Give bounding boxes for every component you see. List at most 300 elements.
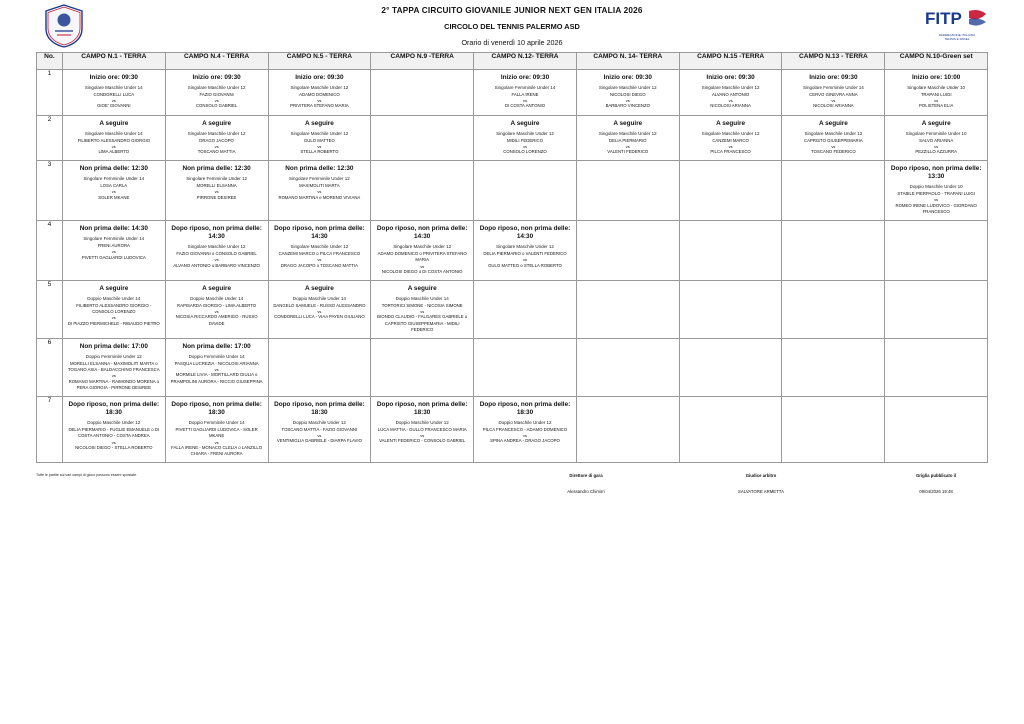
fitp-logo-subtitle: FEDERAZIONE ITALIANA TENNIS E PADEL [938,32,976,41]
match-time: A seguire [407,284,437,292]
match-player-2: GULO MATTEO o STELLA ROBERTO [488,262,562,268]
match-player-2: CONDORELLI LUCA - VIAA PAYEN GIULIANO [274,314,365,320]
vs-label: vs [111,189,116,195]
vs-label: vs [317,309,322,315]
vs-label: vs [111,373,116,379]
match-time: Dopo riposo, non prima delle: 14:30 [171,225,262,241]
match-cell-inner [680,116,782,161]
match-time: Inizio ore: 09:30 [603,74,652,81]
match-time: Dopo riposo, non prima delle: 14:30 [274,225,365,241]
match-player-1: DRAGO JACOPO [199,137,234,143]
match-cell-empty [885,397,987,424]
match-cell-inner [63,70,165,115]
match-cell [165,339,268,397]
match-player-2: VALENTI FEDERICO [607,149,649,155]
match-cell [885,280,988,338]
match-cell-empty [782,397,884,424]
vs-label: vs [420,433,425,439]
match-player-1: DELIA PIERMARIO - FUGLIE EMANUELE o DI COSTA ANTONIO - COSTA ANDREA [68,427,160,439]
match-category: Singolare Maschile Under 12 [598,85,657,90]
match-player-2: PILCA FRANCESCO [710,149,751,155]
table-row [36,161,987,221]
match-player-1: RAPISARDA GIORGIO - LIMA ALBERTO [177,302,257,308]
match-cell [576,339,679,397]
match-cell-inner [166,339,268,390]
match-cell [165,397,268,463]
match-time: Dopo riposo, non prima delle: 14:30 [376,225,468,241]
match-player-1: ALVANO ANTONIO [711,92,750,97]
match-cell [885,70,988,116]
match-category: Singolare Femminile Under 10 [905,130,967,136]
published-title: Griglia pubblicato il [915,473,957,479]
match-cell [679,397,782,463]
match-time: Dopo riposo, non prima delle: 18:30 [68,401,160,417]
match-category: Singolare Femminile Under 14 [494,85,556,90]
match-category: Singolare Femminile Under 14 [802,85,864,90]
vs-label: vs [317,433,322,439]
match-cell [268,339,371,397]
table-row [36,70,987,116]
match-cell [165,221,268,281]
referee-name: SALVATORE ARMETTA [738,489,784,495]
match-cell-inner [166,70,268,115]
vs-label: vs [111,143,116,149]
match-cell [268,161,371,221]
match-player-1: CAPRISTO GIUSEPPEMARIA [804,137,863,143]
match-cell [165,70,268,116]
match-player-1: STABILE PIERPAOLO - TRAPANI LUIGI [897,191,975,197]
match-time: Non prima delle: 12:30 [182,165,251,173]
match-category: Singolare Maschile Under 12 [393,244,452,250]
vs-label: vs [728,143,733,149]
match-cell-empty [371,161,473,188]
match-player-2: BIONDO CLAUDIO - FALGARES GABRIELE o CAPRISTO GIUSEPPEMARIA - MIDILI FEDERICO [377,314,468,332]
match-cell [576,70,679,116]
match-cell [474,397,577,463]
match-time: A seguire [202,284,232,292]
match-cell [371,339,474,397]
match-category: Singolare Maschile Under 12 [496,244,554,250]
match-player-1: SALVO ARIANNA [919,137,954,143]
match-player-1: ADAMO DOMENICO o PRIVITERA STEFANO MARIA [377,251,467,263]
match-cell-inner [63,221,165,266]
match-player-2: ALVANO ANTONIO o BARBARO VINCENZO [173,262,260,268]
match-cell [371,115,474,161]
match-time: Non prima delle: 17:00 [182,343,251,350]
match-player-2: FALLA IRENE - MONACO CLELIA o LANZILLO CHIARA - FRENI AURORA [171,444,263,456]
row-number: 2 [36,115,62,161]
match-category: Doppio Maschile Under 14 [87,295,141,301]
match-cell [679,115,782,161]
match-category: Doppio Maschile Under 10 [909,184,963,190]
match-player-2: NICOLOSI DIEGO - STELLA ROBERTO [75,444,153,450]
vs-label: vs [214,439,219,445]
match-time: A seguire [99,119,129,127]
match-cell-empty [885,281,987,308]
ct-palermo-crest-icon [42,3,86,49]
match-player-2: PRIVITERA STEFANO MARIA [290,103,349,109]
match-category: Doppio Femminile Under 14 [188,354,245,359]
match-player-1: CONDORELLI LUCA [93,92,135,97]
match-cell [679,339,782,397]
match-category: Doppio Maschile Under 12 [395,420,449,426]
match-cell-empty [577,221,679,248]
match-player-2: NICOSIA RICCARDO AMERIGO - RUSSO DAVIDE [175,314,258,326]
match-category: Doppio Maschile Under 14 [395,295,449,301]
match-category: Singolare Maschile Under 12 [290,130,349,136]
match-cell [474,339,577,397]
match-cell [165,280,268,338]
match-player-1: NICOLOSI DIEGO [610,92,646,97]
table-row [36,280,987,338]
vs-label: vs [111,98,116,104]
vs-label: vs [728,98,733,104]
vs-label: vs [625,98,630,104]
match-player-2: LIMA ALBERTO [98,149,130,155]
match-cell [62,397,165,463]
table-header-row [36,53,987,70]
vs-label: vs [214,143,219,149]
match-cell-empty [782,221,884,248]
match-cell [268,115,371,161]
match-player-1: DELIA PIERMARIO [609,137,647,143]
match-player-2: TOSCANO MATTIA [197,149,236,155]
match-cell [268,221,371,281]
match-cell-inner [371,281,473,338]
match-time: Inizio ore: 09:30 [295,74,344,81]
match-player-2: MORMILE LIVIA - MORTILLARD GIULIA o PRAMPOLINI AURORA - RICCIO GIUSEPPINA [170,372,263,384]
match-player-1: MIDILI FEDERICO [506,137,544,143]
match-cell-empty [680,221,782,248]
match-cell [885,221,988,281]
match-cell-empty [680,339,782,366]
match-player-2: DI COSTA ANTONIO [504,103,546,109]
column-header-campo-13: CAMPO N.13 - TERRA [782,53,885,70]
match-cell [62,221,165,281]
match-time: A seguire [304,284,334,292]
match-category: Singolare Maschile Under 14 [84,85,143,90]
match-category: Singolare Femminile Under 14 [83,176,145,182]
match-cell-inner [474,116,576,161]
match-player-1: FALLA IRENE [511,92,539,97]
match-cell-inner [269,70,371,115]
match-cell-empty [782,281,884,308]
match-time: Non prima delle: 12:30 [79,165,148,173]
match-time: Dopo riposo, non prima delle: 18:30 [274,401,365,417]
match-player-1: FAZIO GIOVANNI o CONSOLO GABRIEL [176,251,257,257]
match-cell-inner [885,70,987,115]
match-category: Singolare Maschile Under 12 [187,130,246,136]
match-time: Dopo riposo, non prima delle: 18:30 [171,401,262,417]
match-time: Inizio ore: 09:30 [809,74,858,81]
match-cell-inner [269,161,371,206]
match-time: A seguire [99,284,129,292]
match-cell-empty [577,281,679,308]
match-category: Singolare Maschile Under 12 [598,130,657,136]
fitp-logo-icon [925,7,989,33]
match-cell [885,397,988,463]
match-player-1: LOSA CARLA [100,183,128,189]
match-category: Singolare Maschile Under 12 [290,85,349,90]
match-cell-inner [166,161,268,206]
match-cell-empty [680,281,782,308]
match-cell-inner [371,221,473,280]
match-cell [62,161,165,221]
match-cell-empty [680,397,782,424]
match-cell [474,70,577,116]
schedule-date: Orario di venerdì 10 aprile 2026 [461,38,563,47]
match-cell-inner [885,116,987,161]
match-player-2: SPINA ANDREA - DRAGO JACOPO [490,438,560,444]
match-cell-inner [474,221,576,274]
match-time: A seguire [304,119,334,127]
referee-title: Giudice arbitro [745,473,777,479]
match-cell [885,115,988,161]
match-cell-inner [166,397,268,462]
match-cell-empty [885,339,987,366]
vs-label: vs [214,257,219,263]
match-time: A seguire [818,119,848,127]
match-time: A seguire [202,119,232,127]
match-player-2: STELLA ROBERTO [300,149,339,155]
match-category: Doppio Maschile Under 12 [87,420,141,426]
match-player-1: LUCA MATTIA - GULLO FRANCESCO MARIA [377,427,467,433]
match-player-1: CERVO GINEVRA ANNA [809,92,858,97]
match-cell [782,397,885,463]
match-time: Inizio ore: 09:30 [500,74,550,81]
match-cell-empty [269,339,371,366]
match-cell-inner [269,281,371,326]
match-cell-inner [474,70,576,115]
match-player-1: TOSCANO MATTIA - FAZIO GIOVANNI [281,427,358,433]
column-header-campo-12: CAMPO N.12- TERRA [474,53,577,70]
column-header-campo-15: CAMPO N.15 -TERRA [679,53,782,70]
vs-label: vs [214,367,219,373]
match-time: Dopo riposo, non prima delle: 13:30 [890,165,982,181]
match-cell-inner [371,397,473,450]
match-category: Doppio Maschile Under 14 [292,295,346,301]
match-cell-empty [474,161,576,188]
page-title: 2° TAPPA CIRCUITO GIOVANILE JUNIOR NEXT GEN ITALIA 2026 [381,6,643,15]
match-category: Singolare Femminile Under 12 [289,176,350,182]
vs-label: vs [317,189,322,195]
vs-label: vs [317,257,322,263]
match-cell [885,161,988,221]
match-time: Inizio ore: 09:30 [192,74,241,81]
match-cell-inner [63,281,165,332]
match-time: Dopo riposo, non prima delle: 14:30 [479,225,571,241]
vs-label: vs [111,439,116,445]
match-cell-empty [782,339,884,366]
match-cell [679,70,782,116]
header-titles [0,6,1024,47]
match-player-1: FILIBERTO ALESSANDRO GIORGIO - CONSOLO LORENZO [76,302,152,315]
match-cell [474,115,577,161]
column-header-campo-4: CAMPO N.4 - TERRA [165,53,268,70]
table-row [36,339,987,397]
document-footer [36,473,988,513]
match-cell [62,339,165,397]
match-cell [371,221,474,281]
match-category: Doppio Maschile Under 12 [292,420,346,426]
match-player-1: TORTORICI SIMONE - NICOSIA SIMONE [381,302,463,308]
match-time: Non prima delle: 14:30 [79,225,148,233]
match-player-2: PIVETTI GAGLIARDI LUDOVICA [81,254,146,260]
row-number: 4 [36,221,62,281]
column-header-campo-10: CAMPO N.10-Green set [885,53,988,70]
vs-label: vs [625,143,630,149]
match-player-1: ADAMO DOMENICO [299,92,340,97]
match-player-2: ROMANO MARTINA e MORENO VIVIANA [278,194,361,200]
match-player-2: VENTIMIGLIA GABRIELE - DIARPA FLAVIO [276,438,362,444]
match-cell-empty [680,161,782,188]
vs-label: vs [214,309,219,315]
match-cell-inner [63,397,165,456]
vs-label: vs [934,143,939,149]
column-header-campo-14: CAMPO N. 14- TERRA [576,53,679,70]
match-cell [474,280,577,338]
column-header-campo-1: CAMPO N.1 - TERRA [62,53,165,70]
match-cell [371,280,474,338]
vs-label: vs [317,143,322,149]
match-cell [679,161,782,221]
match-cell [165,161,268,221]
schedule-table [36,52,988,463]
match-player-1: GULO MATTEO [303,137,335,143]
vs-label: vs [522,98,527,104]
match-category: Singolare Maschile Under 14 [84,130,143,136]
match-cell [576,161,679,221]
match-cell [62,70,165,116]
match-player-1: MAXIMOLITI MARTA [299,183,340,189]
footer-director [526,473,646,494]
match-cell [62,115,165,161]
match-cell [782,339,885,397]
match-time: Inizio ore: 09:30 [89,74,138,81]
match-player-1: DANGELO SAMUELE - RUSSO ALESSANDRO [273,302,366,308]
match-cell [268,397,371,463]
match-player-1: FAZIO GIOVANNI [199,92,234,97]
row-number: 3 [36,161,62,221]
footer-note: Tutte le partite sui vari campi di gioco possono essere spostate. [36,473,138,478]
match-player-1: FILIBERTO ALESSANDRO GIORGIO [77,137,151,143]
row-number: 5 [36,280,62,338]
match-cell [782,280,885,338]
vs-label: vs [420,309,425,315]
match-cell [679,280,782,338]
match-cell-inner [166,281,268,332]
match-cell [782,221,885,281]
vs-label: vs [214,189,219,195]
match-cell-inner [474,397,576,450]
match-time: A seguire [716,119,746,127]
column-header-no: No. [36,53,62,70]
ct-palermo-logo [40,2,88,50]
match-player-2: POLISTENA ELIA [918,103,954,109]
director-name: Alessandro Chimirri [567,489,605,495]
match-cell [371,70,474,116]
match-cell-empty [577,397,679,424]
match-category: Doppio Femminile Under 12 [85,354,142,359]
vs-label: vs [317,98,322,104]
match-category: Singolare Maschile Under 12 [701,130,760,136]
match-time: Inizio ore: 09:30 [706,74,755,81]
match-category: Singolare Maschile Under 12 [290,244,349,250]
vs-label: vs [111,315,116,321]
match-player-2: DRAGO JACOPO o TOSCANO MATTIA [280,262,358,268]
match-cell [576,221,679,281]
match-time: Inizio ore: 10:00 [912,74,961,81]
match-cell-inner [269,397,371,450]
match-player-2: TOSCANO FEDERICO [811,149,856,155]
match-category: Singolare Maschile Under 12 [804,130,863,136]
match-player-1: CANZEMI MARCO [712,137,749,143]
match-cell [371,161,474,221]
match-category: Doppio Maschile Under 12 [498,420,552,426]
table-row [36,115,987,161]
match-player-2: VALENTI FEDERICO - CONSOLO GABRIEL [379,438,466,444]
director-title: Direttore di gara [569,473,603,479]
vs-label: vs [111,249,116,255]
match-cell-empty [577,339,679,366]
match-player-2: BARBARO VINCENZO [605,103,650,109]
match-player-2: NICOLOSI ARIANNA [813,103,854,109]
match-player-2: GIOE' GIOVANNI [97,103,131,109]
match-cell-inner [166,116,268,161]
table-body [36,70,987,463]
club-name: CIRCOLO DEL TENNIS PALERMO ASD [444,22,580,31]
match-player-1: TRAPANI LUIGI [920,92,952,97]
row-number: 1 [36,70,62,116]
vs-label: vs [522,257,527,263]
match-category: Singolare Maschile Under 12 [496,130,554,136]
match-player-2: ROMEO IRENE LUDOVICO - GIORDANO FRANCESCO [895,202,977,214]
column-header-campo-9: CAMPO N.9 -TERRA [371,53,474,70]
footer-published [881,473,991,494]
match-time: A seguire [921,119,951,127]
match-cell [782,161,885,221]
match-player-2: CONSOLO LORENZO [503,149,547,155]
vs-label: vs [934,197,939,203]
row-number: 6 [36,339,62,397]
match-cell-inner [269,116,371,161]
match-time: Dopo riposo, non prima delle: 18:30 [479,401,571,417]
match-player-2: DI PIAZZO PIERMICHELE - RIBAUDO PIETRO [67,320,160,326]
match-player-2: ROMANO MARTINA - RAIMONDO MORENA o PERA GIORGIA - PIRRONE DESIREE [68,378,159,390]
match-player-2: SOLER MKANE [98,194,130,200]
fitp-logo [924,2,990,46]
match-player-2: CONSOLO GABRIEL [195,103,238,109]
match-cell-inner [63,116,165,161]
match-cell [576,115,679,161]
match-cell [371,397,474,463]
table-row [36,397,987,463]
match-cell [782,70,885,116]
match-cell [268,280,371,338]
match-player-1: FRENI AURORA [97,243,130,249]
match-cell [885,339,988,397]
match-time: Non prima delle: 12:30 [285,165,354,173]
match-cell-empty [474,281,576,308]
match-category: Singolare Femminile Under 14 [83,236,145,242]
document-header [0,0,1024,52]
match-player-2: NICOLOSI DIEGO o DI COSTA ANTONIO [381,268,463,274]
table-row [36,221,987,281]
match-cell-empty [885,221,987,248]
match-cell-empty [371,70,473,97]
match-cell-empty [577,161,679,188]
vs-label: vs [420,263,425,269]
